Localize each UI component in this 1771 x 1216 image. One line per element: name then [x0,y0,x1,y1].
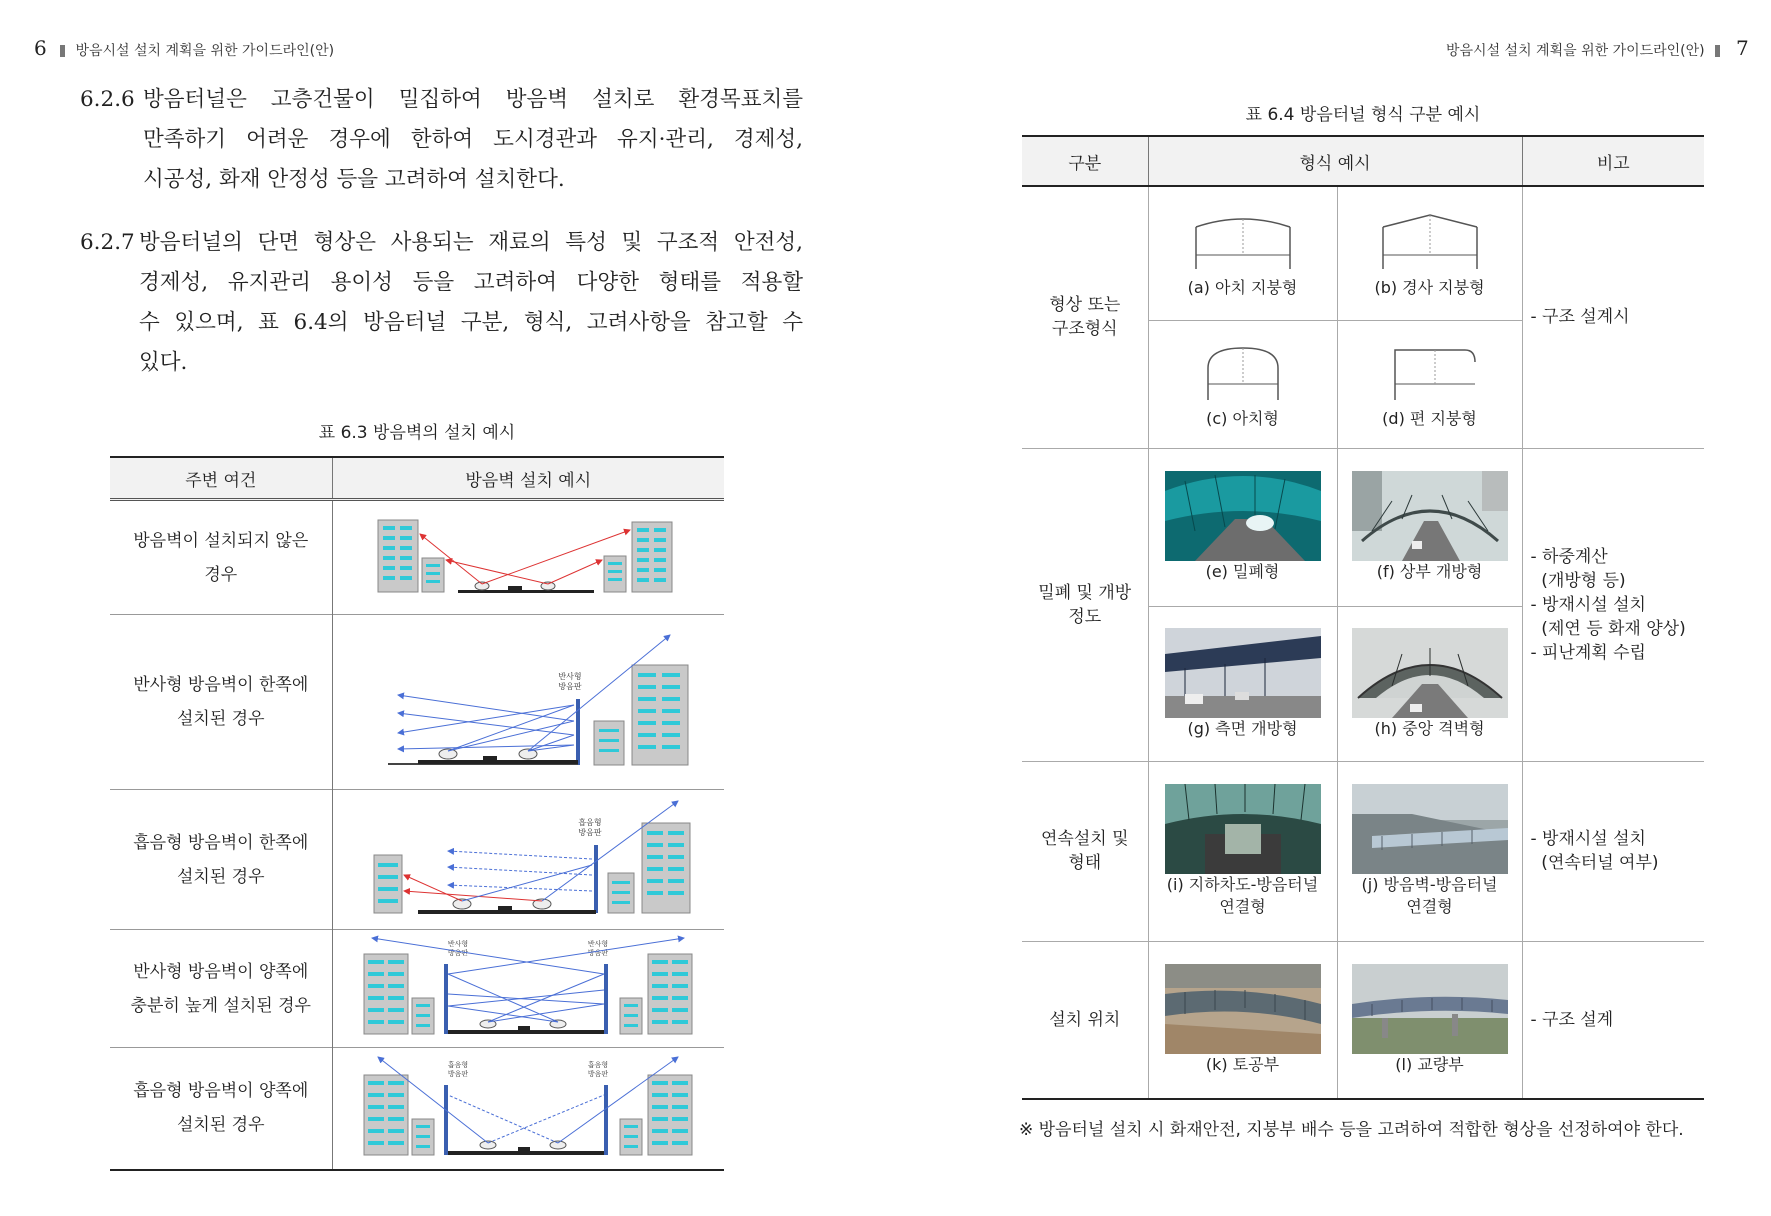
wall-label: 방음판 [558,681,582,691]
wall-label: 방음판 [578,827,602,837]
table-row [1022,941,1704,1099]
absorptive-wall-both-sides-diagram [358,1051,698,1161]
enclosed-tunnel-photo [1165,471,1321,561]
table-6-4 [1022,135,1704,1100]
wall-tunnel-link-photo [1352,784,1508,874]
diagram-cell [332,1048,724,1170]
table64-caption: 표 6.4 방음터널 형식 구분 예시 [1245,105,1481,125]
diagram-cell [332,500,724,615]
text-line: 만족하기 어려운 경우에 한하여 도시경관과 유지·관리, 경제성, [143,127,803,152]
remarks-cell [1522,448,1704,761]
running-header-left [60,40,334,60]
bridge-tunnel-photo [1352,964,1508,1054]
figure-caption: (h) 중앙 격벽형 [1374,718,1485,738]
side-open-tunnel-photo [1165,628,1321,718]
arch-section-icon [1188,338,1298,408]
table-row [1022,448,1704,606]
category-cell [1022,761,1148,941]
remark-line: - 방재시설 설치 [1530,594,1646,615]
wall-label: 반사형 [588,939,609,948]
page-number-right: 7 [1736,36,1749,60]
figure-cell [1148,761,1337,941]
table63-caption: 표 6.3 방음벽의 설치 예시 [318,423,516,443]
figure-cell [1148,606,1337,761]
top-open-tunnel-photo [1352,471,1508,561]
table-row [1022,761,1704,941]
figure-caption: (i) 지하차도-방음터널 [1166,875,1319,894]
section-627-text [139,223,803,383]
category-line: 형태 [1068,853,1102,873]
category-line: 정도 [1068,606,1102,627]
remark-line: - 구조 설계 [1530,1009,1614,1030]
text-line: 경제성, 유지관리 용이성 등을 고려하여 다양한 형태를 적용할 [139,270,803,295]
condition-cell [110,615,332,790]
figure-cell [1148,448,1337,606]
condition-line: 방음벽이 설치되지 않은 [133,530,309,551]
figure-caption: (g) 측면 개방형 [1187,718,1298,738]
wall-label: 반사형 [448,939,469,948]
figure-caption: (j) 방음벽-방음터널 [1361,875,1498,894]
header-bar-icon [60,45,65,57]
figure-cell [1337,320,1522,448]
wall-label: 흡음형 [448,1060,469,1069]
diagram-cell [332,930,724,1048]
remark-line: - 구조 설계시 [1530,307,1630,328]
condition-line: 경우 [204,564,238,585]
text-line: 있다. [139,350,188,375]
condition-cell [110,790,332,930]
figure-caption: (d) 편 지붕형 [1382,409,1477,428]
category-cell [1022,186,1148,448]
table64-header-remarks: 비고 [1522,136,1704,186]
figure-caption: 연결형 [1406,897,1453,916]
condition-line: 설치된 경우 [176,709,265,729]
header-title: 방음시설 설치 계획을 위한 가이드라인(안) [1446,43,1705,59]
table63-header-example: 방음벽 설치 예시 [332,457,724,500]
condition-line: 반사형 방음벽이 양쪽에 [133,961,309,982]
remark-line: - 하중계산 [1530,546,1608,567]
category-cell [1022,448,1148,761]
absorptive-wall-one-side-diagram [358,795,698,920]
table64-header-examples: 형식 예시 [1148,136,1522,186]
wall-label: 반사형 [558,671,582,681]
figure-caption: (k) 토공부 [1205,1054,1280,1074]
condition-line: 설치된 경우 [176,866,265,887]
figure-cell [1337,186,1522,320]
running-header-right [1446,40,1720,60]
earthwork-tunnel-photo [1165,964,1321,1054]
section-number-626: 6.2.6 [80,87,135,112]
figure-caption: 연결형 [1219,897,1266,916]
table64-header-category: 구분 [1022,136,1148,186]
center-partition-tunnel-photo [1352,628,1508,718]
category-cell [1022,941,1148,1099]
wall-label: 방음판 [448,1069,469,1078]
figure-cell [1337,761,1522,941]
reflective-wall-both-sides-diagram [358,934,698,1039]
figure-cell [1148,320,1337,448]
remarks-cell [1522,186,1704,448]
text-line: 방음터널의 단면 형상은 사용되는 재료의 특성 및 구조적 안전성, [139,230,803,255]
table-6-3 [110,456,724,1171]
figure-cell [1337,941,1522,1099]
arch-roof-section-icon [1188,207,1298,277]
header-bar-icon [1715,45,1720,57]
figure-caption: (a) 아치 지붕형 [1187,278,1298,298]
text-line: 수 있으며, 표 6.4의 방음터널 구분, 형식, 고려사항을 참고할 수 [139,310,803,335]
remark-line: - 방재시설 설치 [1530,829,1646,849]
condition-cell [110,500,332,615]
remark-line: (개방형 등) [1530,570,1626,591]
table64-footnote: ※ 방음터널 설치 시 화재안전, 지붕부 배수 등을 고려하여 적합한 형상을 선정하여야 한다. [1019,1120,1684,1140]
underpass-tunnel-link-photo [1165,784,1321,874]
condition-line: 설치된 경우 [176,1115,265,1136]
wall-label: 방음판 [448,948,469,957]
diagram-cell [332,790,724,930]
table-row [110,930,724,1048]
category-line: 연속설치 및 [1040,829,1129,849]
figure-cell [1148,941,1337,1099]
figure-cell [1337,448,1522,606]
wall-label: 방음판 [588,948,609,957]
category-line: 구조형식 [1051,319,1118,340]
condition-cell [110,1048,332,1170]
table-row [110,1048,724,1170]
sloped-roof-section-icon [1375,207,1485,277]
wall-label: 흡음형 [578,817,602,827]
table-row [1022,186,1704,320]
figure-caption: (f) 상부 개방형 [1376,562,1483,581]
wall-label: 방음판 [588,1069,609,1078]
condition-line: 충분히 높게 설치된 경우 [130,995,311,1016]
table-row [110,790,724,930]
remarks-cell [1522,941,1704,1099]
remark-line: - 피난계획 수립 [1530,642,1646,663]
noise-wall-none-diagram [358,510,698,600]
cantilever-roof-section-icon [1375,338,1485,408]
category-line: 형상 또는 [1049,295,1121,316]
condition-line: 흡음형 방음벽이 한쪽에 [133,832,309,853]
remarks-cell [1522,761,1704,941]
section-number-627: 6.2.7 [80,230,135,255]
figure-cell [1148,186,1337,320]
diagram-cell [332,615,724,790]
figure-caption: (b) 경사 지붕형 [1374,278,1485,298]
remark-line: (제연 등 화재 양상) [1530,618,1686,639]
text-line: 방음터널은 고층건물이 밀집하여 방음벽 설치로 환경목표치를 [143,87,803,112]
table63-header-condition: 주변 여건 [110,457,332,500]
figure-cell [1337,606,1522,761]
figure-caption: (l) 교량부 [1395,1054,1464,1074]
table-row [110,500,724,615]
figure-caption: (e) 밀폐형 [1205,562,1280,581]
condition-line: 반사형 방음벽이 한쪽에 [133,675,309,695]
remark-line: (연속터널 여부) [1530,853,1659,873]
section-626-text [143,80,803,200]
condition-line: 흡음형 방음벽이 양쪽에 [133,1081,309,1102]
reflective-wall-one-side-diagram [358,625,698,775]
wall-label: 흡음형 [588,1060,609,1069]
table-row [110,615,724,790]
header-title: 방음시설 설치 계획을 위한 가이드라인(안) [75,43,335,59]
page-number-left: 6 [34,36,47,60]
text-line: 시공성, 화재 안정성 등을 고려하여 설치한다. [143,167,565,192]
category-line: 밀폐 및 개방 [1038,582,1132,603]
condition-cell [110,930,332,1048]
category-line: 설치 위치 [1049,1009,1121,1030]
figure-caption: (c) 아치형 [1206,409,1279,428]
